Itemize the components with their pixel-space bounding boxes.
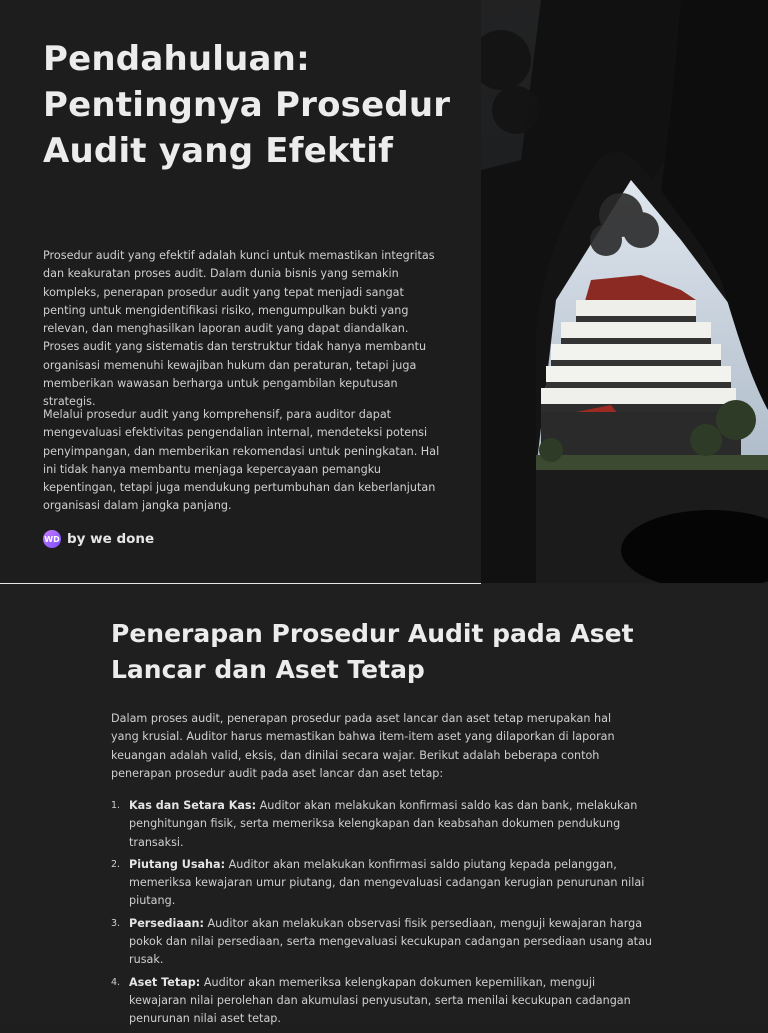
list-number: 1. [111,800,121,811]
slide-asset-audit [0,584,768,1024]
intro-title: Pendahuluan: Pentingnya Prosedur Audit yang Efektif [43,39,451,171]
list-item [111,856,656,911]
list-item-text: Auditor akan melakukan observasi fisik persediaan, menguji kewajaran harga pokok dan nilai persediaan, serta mengevaluasi kecukupan cadangan persediaan usang atau rusak. [129,916,653,967]
list-item-term: Kas dan Setara Kas: [129,799,257,812]
asset-audit-title: Penerapan Prosedur Audit pada Aset Lancar dan Aset Tetap [111,619,634,684]
intro-paragraph-2: Melalui prosedur audit yang komprehensif, para auditor dapat mengevaluasi efektivitas pengendalian internal, mendeteksi potensi penyimpangan, dan memberikan rekomendasi untuk peningkatan. Hal ini tidak hanya membantu menjaga kepercayaan pemangku kepentingan, tetapi juga mendukung pertumbuhan dan keberlanjutan organisasi dalam jangka panjang. [43,408,440,513]
list-number: 2. [111,858,121,870]
list-item [111,797,656,852]
list-item [111,974,656,1029]
list-item [111,915,656,970]
list-item-term: Piutang Usaha: [129,857,226,871]
building-photo-illustration [481,0,768,583]
list-number: 3. [111,917,121,929]
list-item-text: Auditor akan melakukan konfirmasi saldo kas dan bank, melakukan penghitungan fisik, serta memeriksa kelengkapan dan keabsahan dokumen pendukung transaksi. [129,799,638,849]
list-item-text: Auditor akan melakukan konfirmasi saldo piutang kepada pelanggan, memeriksa kewajaran umur piutang, dan mengevaluasi cadangan kerugian penurunan nilai piutang. [129,857,645,908]
author-name: by we done [67,531,155,547]
building-photo [481,0,768,583]
list-item-term: Persediaan: [129,916,204,930]
intro-text-panel [0,0,481,583]
author-credit[interactable] [43,530,154,548]
author-logo-icon: WD [43,530,61,548]
list-item-term: Aset Tetap: [129,975,201,989]
asset-audit-intro: Dalam proses audit, penerapan prosedur pada aset lancar dan aset tetap merupakan hal yang krusial. Auditor harus memastikan bahwa item-item aset yang dilaporkan di laporan keuangan adalah valid, eksis, dan dinilai secara wajar. Berikut adalah beberapa contoh penerapan prosedur audit pada aset lancar dan aset tetap: [111,712,615,780]
list-number: 4. [111,976,121,988]
list-item-text: Auditor akan memeriksa kelengkapan dokumen kepemilikan, menguji kewajaran nilai perolehan dan akumulasi penyusutan, serta menilai kecukupan cadangan penurunan nilai aset tetap. [129,975,631,1026]
asset-audit-list [111,797,656,1033]
intro-paragraph-1: Prosedur audit yang efektif adalah kunci untuk memastikan integritas dan keakuratan proses audit. Dalam dunia bisnis yang semakin kompleks, penerapan prosedur audit yang tepat menjadi sangat penting untuk mengidentifikasi risiko, mengumpulkan bukti yang relevan, dan menghasilkan laporan audit yang dapat diandalkan. Proses audit yang sistematis dan terstruktur tidak hanya membantu organisasi memenuhi kewajiban hukum dan peraturan, tetapi juga memberikan wawasan berharga untuk pengambilan keputusan strategis. [43,249,435,409]
